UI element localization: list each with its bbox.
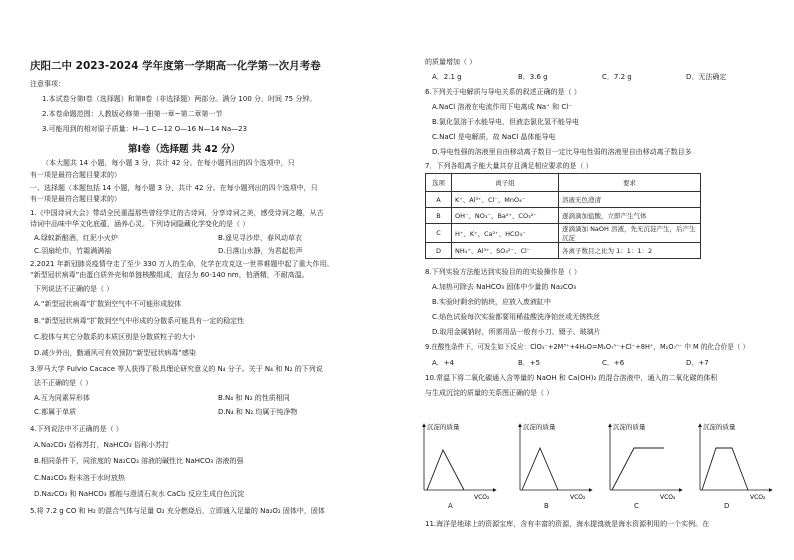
table-cell: H⁺、K⁺、Ca²⁺、HCO₃⁻	[452, 224, 559, 243]
q6-option-d: D.导电性强的溶液里自由移动离子数目一定比导电性弱的溶液里自由移动离子数目多	[432, 148, 692, 156]
q8-option-c: C.焰色试验每次实验都要用稀盐酸洗净铂丝或无锈铁丝	[432, 313, 601, 321]
q10-stem-1: 10.常温下将二氧化碳通入含等量的 NaOH 和 Ca(OH)₂ 的混合溶液中，通入的二氧化碳的体积	[425, 374, 718, 382]
table-cell: OH⁻、NO₃⁻、Ba²⁺、CO₃²⁻	[452, 208, 559, 224]
q5-option-d: D．无法确定	[686, 73, 727, 81]
q6-stem-1: 6.下列关于电解质与导电关系的叙述正确的是（ ）	[425, 88, 581, 96]
q2-stem-3: 下列说法不正确的是（ ）	[34, 285, 114, 293]
graph-letter-b: B	[544, 502, 549, 510]
q1-option-b: B.遥见寻沙岸，春风动草衣	[218, 234, 303, 242]
q9-stem-1: 9.在酸性条件下，可发生如下反应：ClO₃⁻+2M³⁺+4H₂O=M₂O₇ⁿ⁻+Cl⁻+8H⁺，M₂O₇ⁿ⁻ 中 M 的化合价是（ ）	[425, 343, 750, 351]
q2-option-a: A.“新型冠状病毒”扩散到空气中不可能形成胶体	[34, 300, 182, 308]
q2-stem-2: “新型冠状病毒”由蛋白质外壳和单链核酸组成，直径为 60-140 nm，怕酒精，不耐高温。	[30, 271, 309, 279]
graph-a-xlabel: VCO₂	[474, 494, 490, 501]
q9-option-b: B．+5	[518, 359, 541, 367]
table-cell: A	[426, 192, 452, 208]
q4-option-b: B.相同条件下，同浓度的 Na₂CO₃ 溶液的碱性比 NaHCO₃ 溶液的强	[34, 457, 244, 465]
ion-table	[425, 173, 701, 259]
q5-option-c: C．7.2 g	[602, 73, 632, 81]
notice-heading: 注意事项：	[30, 80, 65, 88]
q10-graphs	[418, 420, 778, 502]
graph-c-curve	[612, 448, 664, 490]
section-heading-2: 有一项是最符合题目要求的）	[30, 195, 121, 203]
q6-option-a: A.NaCl 溶液在电流作用下电离成 Na⁺ 和 Cl⁻	[432, 103, 572, 111]
part1-title: 第Ⅰ卷（选择题 共 42 分）	[128, 144, 241, 155]
table-row	[426, 208, 701, 224]
q3-stem-2: 法不正确的是（ ）	[34, 379, 93, 387]
table-cell: D	[426, 243, 452, 259]
table-header-cell: 选项	[426, 174, 452, 192]
table-cell: K⁺、Al³⁺、Cl⁻、MnO₄⁻	[452, 192, 559, 208]
q6-option-b: B.氯化氢溶于水能导电，但液态氯化氢不能导电	[432, 118, 580, 126]
q4-stem-1: 4.下列说法中不正确的是（ ）	[30, 425, 123, 433]
table-header-cell: 要求	[559, 174, 701, 192]
q1-option-a: A.绿蚁新醅酒，红泥小火炉	[34, 234, 118, 242]
table-cell: 溶液无色澄清	[559, 192, 701, 208]
graph-letter-a: A	[448, 502, 453, 510]
graph-b-xlabel: VCO₂	[570, 494, 586, 501]
graph-c	[610, 422, 682, 501]
q4-option-d: D.Na₂CO₃ 和 NaHCO₃ 都能与澄清石灰水 CaCl₂ 反应生成白色沉淀	[34, 490, 245, 498]
table-row	[426, 224, 701, 243]
q9-option-c: C．+6	[602, 359, 625, 367]
table-header-row	[426, 174, 701, 192]
q8-option-a: A.加热可除去 NaHCO₃ 固体中少量的 Na₂CO₃	[432, 283, 577, 291]
q3-stem-1: 3.罗马大学 Fulvio Cacace 等人获得了极具理论研究意义的 N₄ 分子。关于 N₄ 和 N₂ 的下列说	[30, 365, 323, 373]
q1-option-c: C.羽扇纶巾，竹霜满满袖	[34, 247, 112, 255]
graph-d-curve	[702, 448, 748, 490]
table-header-cell: 离子组	[452, 174, 559, 192]
q8-option-b: B.实验时剩余的钠块，应放入废液缸中	[432, 298, 552, 306]
q1-stem-1: 1.《中国诗词大会》带动全民重温那些曾经学过的古诗词，分享诗词之美，感受诗词之趣，从古	[30, 209, 324, 217]
graph-letter-c: C	[634, 502, 639, 510]
graph-a	[424, 422, 496, 501]
q9-option-d: D．+7	[686, 359, 709, 367]
part1-desc-1: （本大题共 14 小题，每小题 3 分，共计 42 分。在每小题列出的四个选项中，只	[42, 159, 295, 167]
table-cell: 逐滴滴加盐酸，立即产生气体	[559, 208, 701, 224]
q9-option-a: A．+4	[432, 359, 455, 367]
graph-b-curve	[522, 448, 558, 490]
graph-a-curve	[427, 450, 464, 490]
q4-option-c: C.Na₂CO₃ 粉末溶于水时放热	[34, 474, 125, 482]
graph-a-ylabel: 沉淀的质量	[427, 423, 460, 431]
table-row	[426, 243, 701, 259]
part1-desc-2: 有一项是最符合题目要求的）	[30, 171, 121, 179]
graph-d-ylabel: 沉淀的质量	[703, 423, 736, 431]
graph-d-xlabel: VCO₂	[750, 494, 766, 501]
table-cell: 逐滴滴加 NaOH 溶液，先无沉淀产生，后产生沉淀	[559, 224, 701, 243]
table-cell: NH₄⁺、Al³⁺、SO₄²⁻、Cl⁻	[452, 243, 559, 259]
q5-option-a: A．2.1 g	[432, 73, 462, 81]
table-cell: B	[426, 208, 452, 224]
q8-option-d: D.取用金属钠时，所需用品一般有小刀、镊子、玻璃片	[432, 328, 601, 336]
graph-letter-d: D	[724, 502, 730, 510]
q7-stem-1: 7．下列各组离子能大量共存且满足相应要求的是（ ）	[425, 162, 593, 170]
q5-stem-1: 5.将 7.2 g CO 和 H₂ 的混合气体与足量 O₂ 充分燃烧后，立即通入足量的 Na₂O₂ 固体中，固体	[30, 507, 325, 515]
table-row	[426, 192, 701, 208]
table-cell: 各离子数目之比为 1：1：1：2	[559, 243, 701, 259]
q1-stem-2: 诗词中品味中华文化底蕴，涵养心灵。下列诗词隐藏化学变化的是（ ）	[30, 220, 250, 228]
notice-3: 3.可能用到的相对原子质量：H—1 C—12 O—16 N—14 Na—23	[42, 125, 248, 133]
graph-b	[520, 422, 592, 501]
q10-stem-2: 与生成沉淀的质量的关系图正确的是（ ）	[425, 389, 554, 397]
notice-1: 1.本试卷分第Ⅰ卷（选择题）和第Ⅱ卷（非选择题）两部分。满分 100 分，时间 75 分钟。	[42, 95, 317, 103]
q4-option-a: A.Na₂CO₃ 俗称苏打，NaHCO₃ 俗称小苏打	[34, 441, 169, 449]
exam-title: 庆阳二中 2023-2024 学年度第一学期高一化学第一次月考卷	[30, 60, 321, 72]
q5-stem-2: 的质量增加（ ）	[425, 58, 477, 66]
graph-b-ylabel: 沉淀的质量	[523, 423, 556, 431]
q8-stem-1: 8.下列实验方法能达到实验目的的实验操作是（ ）	[425, 268, 581, 276]
q3-option-d: D.N₄ 和 N₂ 均属于纯净物	[218, 408, 298, 416]
q3-option-a: A.互为同素异形体	[34, 394, 90, 402]
q2-option-b: B.“新型冠状病毒”扩散到空气中形成的分散系可能具有一定的稳定性	[34, 317, 245, 325]
q1-option-d: D.日落山水静，为君起松声	[218, 247, 303, 255]
graph-d	[700, 422, 772, 501]
q11-stem-1: 11.海洋是地球上的资源宝库，含有丰富的资源，海水提溴就是海水资源利用的一个实例。在	[425, 520, 710, 528]
q2-option-c: C.胶体与其它分散系的本质区别是分散质粒子的大小	[34, 333, 196, 341]
notice-2: 2.本卷命题范围：人教版必修第一册第一章~第二章第一节	[42, 110, 223, 118]
q6-option-c: C.NaCl 是电解质，故 NaCl 晶体能导电	[432, 133, 556, 141]
graph-c-xlabel: VCO₂	[660, 494, 676, 501]
table-cell: C	[426, 224, 452, 243]
q5-option-b: B．3.6 g	[518, 73, 548, 81]
q3-option-b: B.N₄ 和 N₂ 的性质相同	[218, 394, 290, 402]
q3-option-c: C.都属于单质	[34, 408, 77, 416]
q2-stem-1: 2.2021 年新冠肺炎疫情夺走了至少 330 万人的生命，化学在攻克这一世界难题中起了重大作用。	[30, 260, 334, 268]
section-heading-1: 一、选择题（本题包括 14 小题，每小题 3 分，共计 42 分。在每小题列出的四个选项中，只	[30, 184, 318, 192]
graph-c-ylabel: 沉淀的质量	[613, 423, 646, 431]
q2-option-d: D.减少外出，勤通风可有效预防“新型冠状病毒”感染	[34, 349, 196, 357]
